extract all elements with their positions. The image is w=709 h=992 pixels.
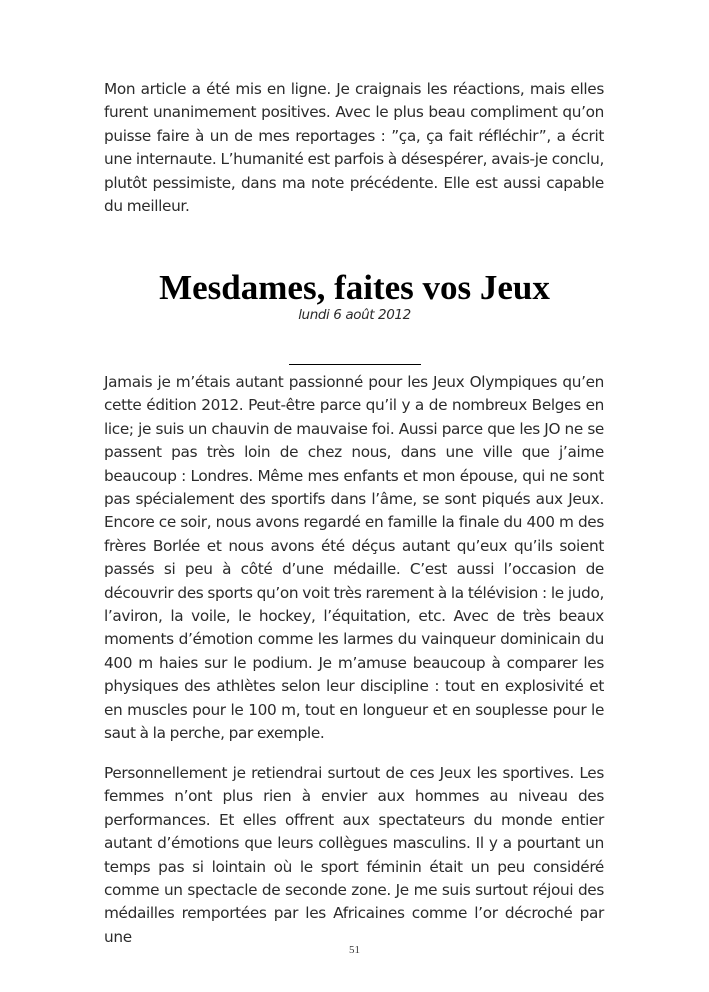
- body-paragraph-1: Jamais je m’étais autant passionné pour les Jeux Olympiques qu’en cette édition 2012. Peut-être parce qu’il y a de nombreux Belges en lice; je suis un chauvin de mauvaise foi. Aussi parce que les JO ne se passent pas très loin de chez nous, dans une ville que j’aime beaucoup : Londres. Même mes enfants et mon épouse, qui ne sont pas spécialement des sportifs dans l’âme, se sont piqués aux Jeux. Encore ce soir, nous avons regardé en famille la finale du 400 m des frères Borlée et nous avons été déçus autant qu’eux qu’ils soient passés si peu à côté d’une médaille. C’est aussi l’occasion de découvrir des sports qu’on voit très rarement à la télévision : le judo, l’aviron, la voile, le hockey, l’équitation, etc. Avec de très beaux moments d’émotion comme les larmes du vainqueur dominicain du 400 m haies sur le podium. Je m’amuse beaucoup à comparer les physiques des athlètes selon leur discipline : tout en explosivité et en muscles pour le 100 m, tout en longueur et en souplesse pour le saut à la perche, par exemple.: [104, 373, 604, 743]
- article-date: lundi 6 août 2012: [298, 307, 411, 323]
- body-paragraph-2: Personnellement je retiendrai surtout de ces Jeux les sportives. Les femmes n’ont plus rien à envier aux hommes au niveau des performances. Et elles offrent aux spectateurs du monde entier autant d’émotions que leurs collègues masculins. Il y a pourtant un temps pas si lointain où le sport féminin était un peu considéré comme un spectacle de seconde zone. Je me suis surtout réjoui des médailles remportées par les Africaines comme l’or décroché par une: [104, 764, 604, 946]
- title-separator: [289, 364, 421, 365]
- article-title: Mesdames, faites vos Jeux: [159, 268, 550, 307]
- intro-paragraph: Mon article a été mis en ligne. Je craignais les réactions, mais elles furent unanimement positives. Avec le plus beau compliment qu’on puisse faire à un de mes reportages : ”ça, ça fait réfléchir”, a écrit une internaute. L’humanité est parfois à désespérer, avais-je conclu, plutôt pessimiste, dans ma note précédente. Elle est aussi capable du meilleur.: [104, 80, 604, 216]
- page-number: 51: [349, 944, 360, 956]
